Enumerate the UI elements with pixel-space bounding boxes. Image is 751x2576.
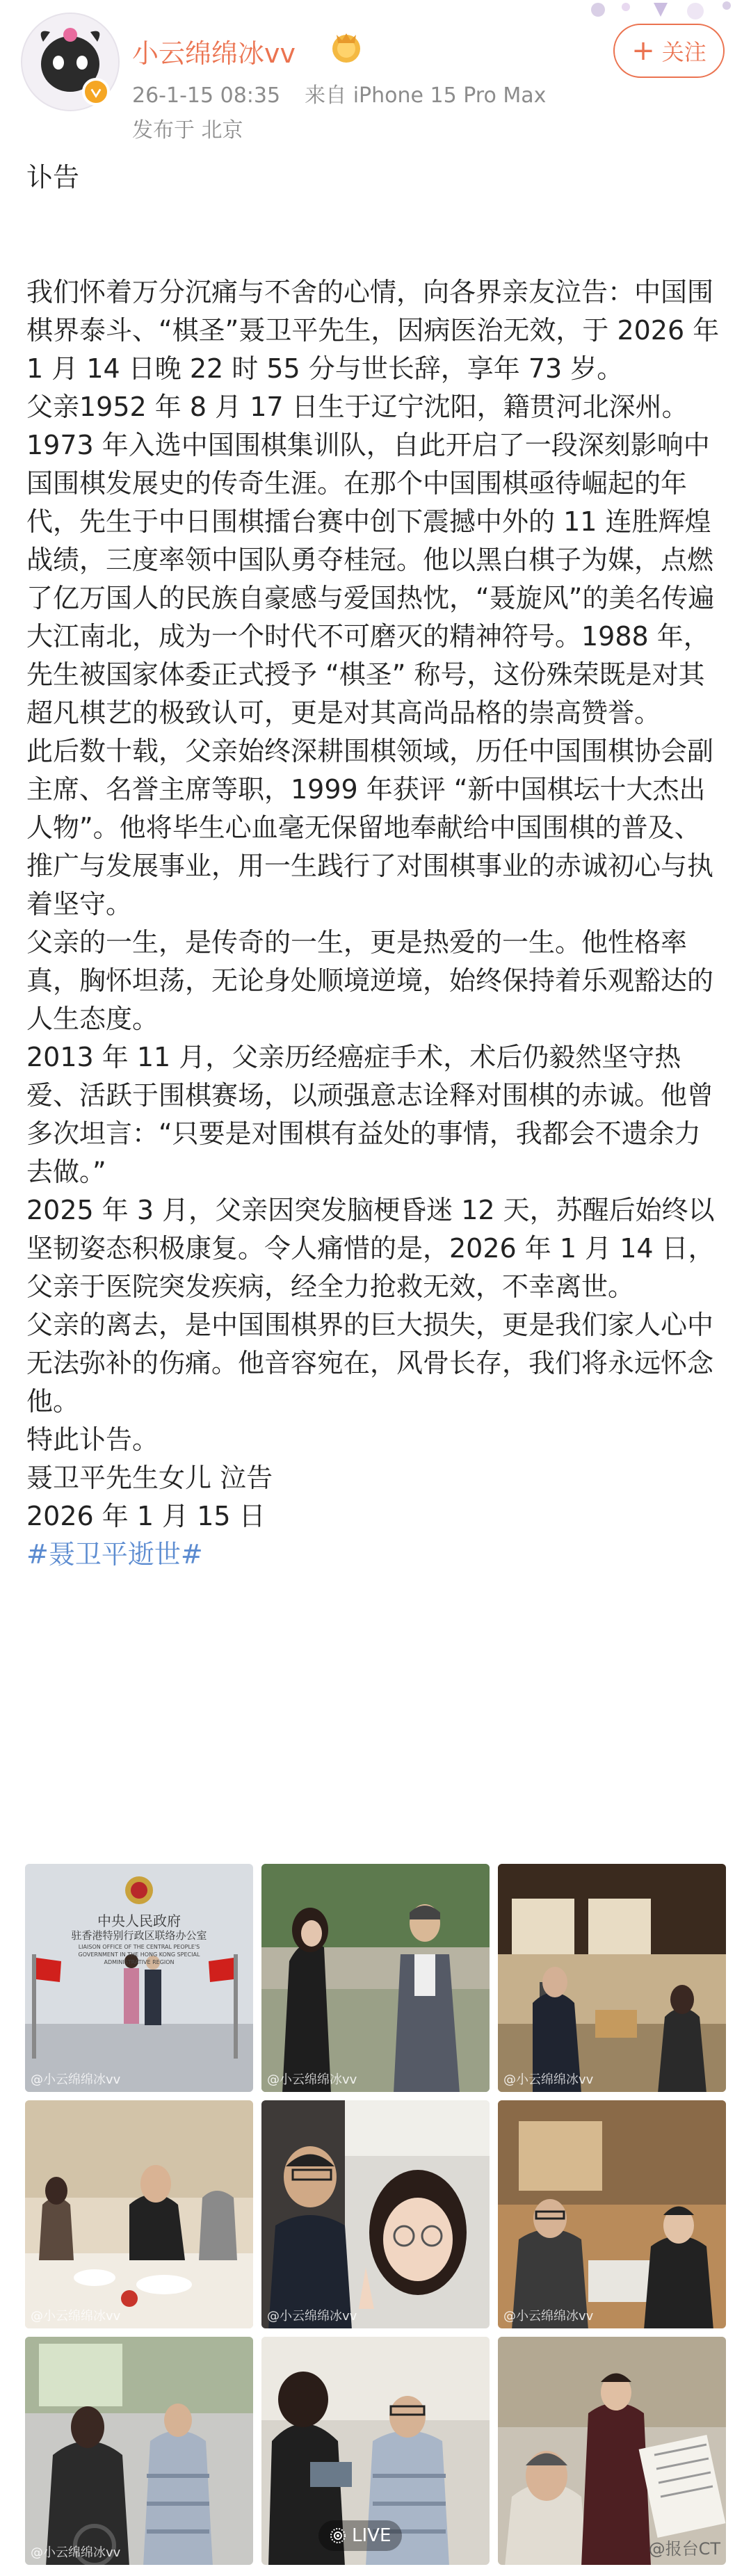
photo-7[interactable] <box>25 2337 253 2565</box>
username[interactable]: 小云绵绵冰vv <box>132 38 296 69</box>
photo-grid <box>25 1864 726 2566</box>
post-source: 来自 iPhone 15 Pro Max <box>305 83 547 108</box>
post-signature: 聂卫平先生女儿 泣告 <box>26 1463 273 1493</box>
photo-4[interactable] <box>25 2100 253 2328</box>
photo-watermark: @小云绵绵冰vv <box>503 2309 594 2324</box>
post-date: 2026 年 1 月 15 日 <box>26 1501 266 1531</box>
post-paragraph: 父亲1952 年 8 月 17 日生于辽宁沈阳，籍贯河北深州。1973 年入选中国围棋集训队，自此开启了一段深刻影响中国围棋发展史的传奇生涯。在那个中国围棋亟待崛起的年代，先生于中日围棋擂台赛中创下震撼中外的 11 连胜辉煌战绩，三度率领中国队勇夺桂冠。他以黑白棋子为媒，点燃了亿万国人的民族自豪感与爱国热忱，“聂旋风”的美名传遍大江南北，成为一个时代不可磨灭的精神符号。1988 年，先生被国家体委正式授予 “棋圣” 称号，这份殊荣既是对其超凡棋艺的极致认可，更是对其高尚品格的崇高赞誉。 <box>26 392 715 728</box>
follow-label: 关注 <box>661 39 706 65</box>
post-heading: 讣告 <box>26 162 80 193</box>
post-paragraph: 我们怀着万分沉痛与不舍的心情，向各界亲友泣告：中国围棋界泰斗、“棋圣”聂卫平先生，因病医治无效，于 2026 年 1 月 14 日晚 22 时 55 分与世长辞，享年 73 岁。 <box>26 277 720 384</box>
user-medal-icon <box>327 28 366 67</box>
paragraph-spacer <box>26 197 722 273</box>
photo-6[interactable] <box>498 2100 726 2328</box>
verified-badge-icon <box>82 78 110 106</box>
photo-3[interactable] <box>498 1864 726 2092</box>
post-paragraph: 2013 年 11 月，父亲历经癌症手术，术后仍毅然坚守热爱、活跃于围棋赛场，以顽强意志诠释对围棋的赤诚。他曾多次坦言：“只要是对围棋有益处的事情，我都会不遗余力去做。” <box>26 1042 714 1187</box>
p1-sign-cn: 中央人民政府 <box>97 1913 181 1929</box>
photo-watermark: @小云绵绵冰vv <box>31 2072 121 2087</box>
photo-9[interactable] <box>498 2337 726 2565</box>
post-paragraph: 父亲的一生，是传奇的一生，更是热爱的一生。他性格率真，胸怀坦荡，无论身处顺境逆境，始终保持着乐观豁达的人生态度。 <box>26 927 714 1034</box>
photo-5[interactable] <box>261 2100 490 2328</box>
photo-watermark: @小云绵绵冰vv <box>267 2309 357 2324</box>
live-icon <box>330 2527 346 2544</box>
post-time: 26-1-15 08:35 <box>132 83 281 108</box>
post-meta <box>132 78 546 108</box>
photo-watermark: @小云绵绵冰vv <box>267 2072 357 2087</box>
photo-8[interactable] <box>261 2337 490 2565</box>
post-location: 发布于 北京 <box>132 118 243 143</box>
photo-1[interactable] <box>25 1864 253 2092</box>
post-header <box>0 0 751 153</box>
post-paragraph: 父亲的离去，是中国围棋界的巨大损失，更是我们家人心中无法弥补的伤痛。他音容宛在，风骨长存，我们将永远怀念他。 <box>26 1310 714 1417</box>
follow-button[interactable] <box>613 24 725 78</box>
p1-sign-en: LIAISON OFFICE OF THE CENTRAL PEOPLE'S GOVERNMENT IN THE HONG KONG SPECIAL ADMINISTRATIVE REGION <box>78 1944 200 1965</box>
corner-watermark: @报台CT <box>648 2539 720 2559</box>
photo-watermark: @小云绵绵冰vv <box>31 2309 121 2324</box>
live-photo-badge[interactable] <box>318 2520 402 2551</box>
topic-hashtag[interactable]: #聂卫平逝世# <box>26 1539 203 1570</box>
plus-icon: + <box>631 35 655 67</box>
photo-watermark: @小云绵绵冰vv <box>31 2545 121 2560</box>
live-label: LIVE <box>352 2525 391 2546</box>
photo-watermark: @小云绵绵冰vv <box>503 2072 594 2087</box>
post-paragraph: 特此讣告。 <box>26 1424 159 1455</box>
post-paragraph: 2025 年 3 月，父亲因突发脑梗昏迷 12 天，苏醒后始终以坚韧姿态积极康复。令人痛惜的是，2026 年 1 月 14 日，父亲于医院突发疾病，经全力抢救无效，不幸离世。 <box>26 1195 715 1302</box>
post-content <box>26 159 722 1574</box>
p1-sign-cn2: 驻香港特别行政区联络办公室 <box>71 1929 207 1942</box>
post-paragraph: 此后数十载，父亲始终深耕围棋领域，历任中国围棋协会副主席、名誉主席等职，1999 年获评 “新中国棋坛十大杰出人物”。他将毕生心血毫无保留地奉献给中国围棋的普及、推广与发展事业，用一生践行了对围棋事业的赤诚初心与执着坚守。 <box>26 736 714 919</box>
photo-2[interactable] <box>261 1864 490 2092</box>
